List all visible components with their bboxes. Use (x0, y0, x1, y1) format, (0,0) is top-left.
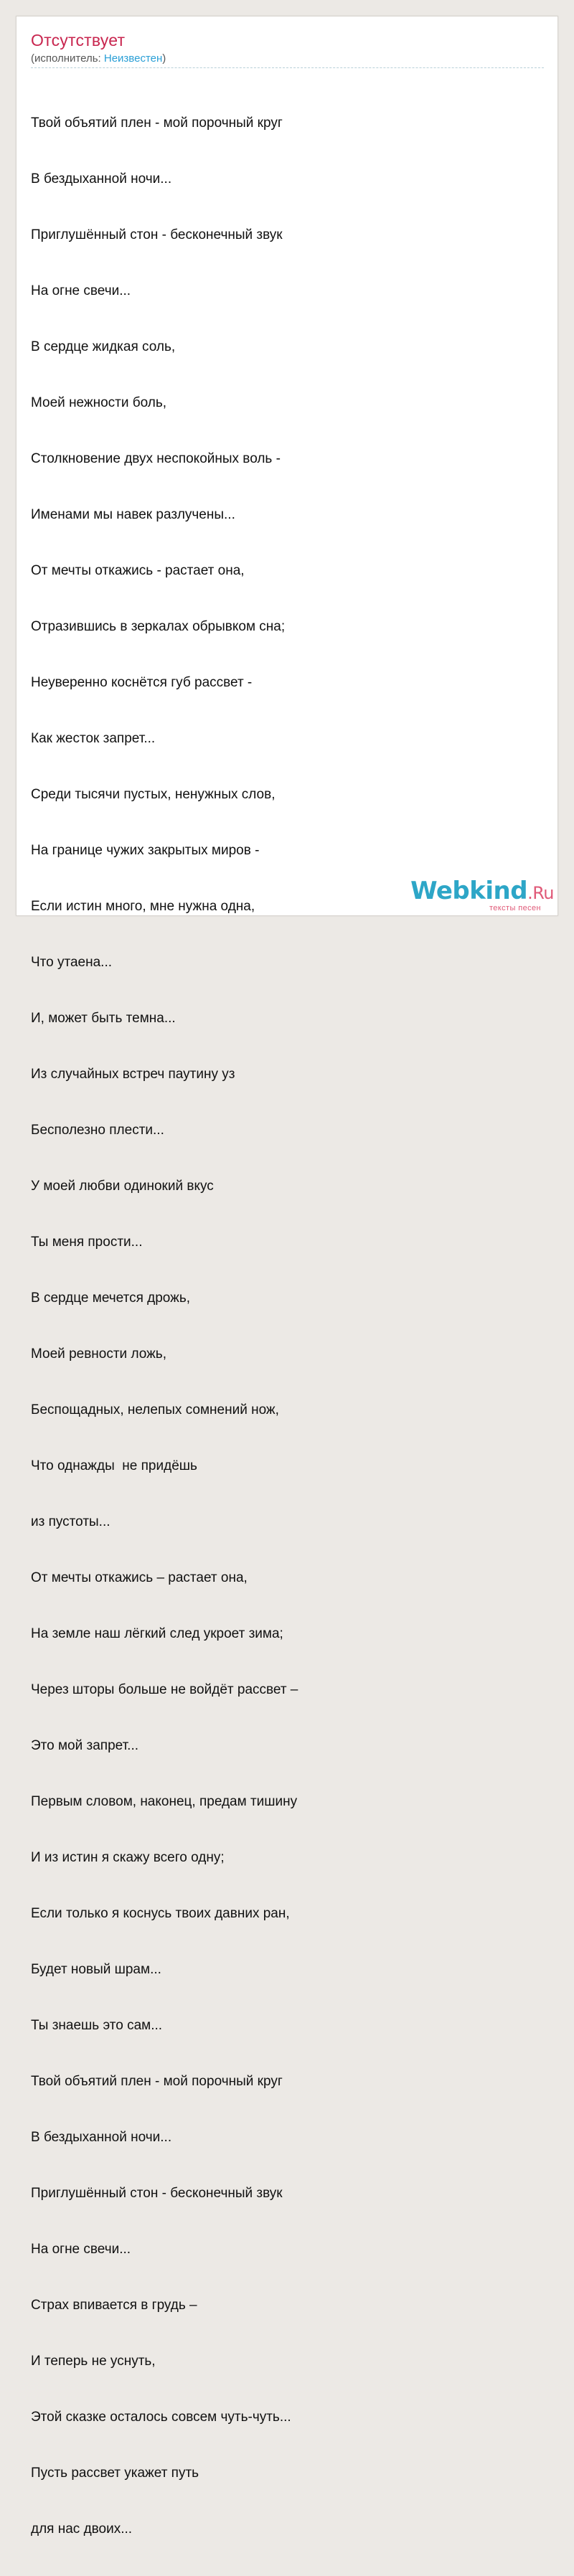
lyric-line: Ты меня прости... (31, 1235, 143, 1250)
song-title: Отсутствует (31, 31, 126, 49)
lyric-line: Бесполезно плести... (31, 1123, 164, 1138)
lyric-line: И из истин я скажу всего одну; (31, 1850, 225, 1865)
logo-tagline: тексты песен (489, 904, 541, 912)
lyric-line: Именами мы навек разлучены... (31, 507, 235, 522)
lyric-line: Если только я коснусь твоих давних ран, (31, 1906, 290, 1921)
artist-link[interactable]: Неизвестен (103, 52, 163, 65)
lyric-line: Это мой запрет... (31, 1738, 139, 1753)
webkind-logo[interactable] (410, 878, 554, 914)
lyric-line: У моей любви одинокий вкус (31, 1179, 214, 1194)
lyric-line: И, может быть темна... (31, 1011, 176, 1026)
lyric-line: В бездыханной ночи... (31, 171, 172, 187)
lyric-line: Что однажды не придёшь (31, 1458, 197, 1473)
logo-wordmark (410, 878, 554, 906)
artist-suffix: ) (162, 52, 166, 65)
lyric-line: Моей нежности боль, (31, 395, 167, 410)
lyric-line: Из случайных встреч паутину уз (31, 1067, 235, 1082)
lyric-line: На границе чужих закрытых миров - (31, 843, 260, 858)
lyric-line: Неуверенно коснётся губ рассвет - (31, 675, 253, 690)
lyric-line: На земле наш лёгкий след укроет зима; (31, 1626, 283, 1641)
lyric-line: От мечты откажись – растает она, (31, 1570, 248, 1585)
lyric-line: для нас двоих... (31, 2521, 133, 2537)
lyric-line: Страх впивается в грудь – (31, 2298, 197, 2313)
lyric-line: Если истин много, мне нужна одна, (31, 899, 255, 914)
lyric-line: Пусть рассвет укажет путь (31, 2466, 199, 2481)
lyrics-card (16, 16, 558, 2537)
lyric-line: И теперь не уснуть, (31, 2354, 156, 2369)
lyric-line: В бездыханной ночи... (31, 2130, 172, 2145)
lyric-line: Твой объятий плен - мой порочный круг (31, 115, 283, 131)
lyric-line: Приглушённый стон - бесконечный звук (31, 2186, 283, 2201)
lyric-line: Твой объятий плен - мой порочный круг (31, 2074, 283, 2089)
dashed-divider (31, 67, 544, 68)
lyric-line: Столкновение двух неспокойных воль - (31, 451, 281, 466)
lyric-line: Отразившись в зеркалах обрывком сна; (31, 619, 286, 634)
logo-main-text: Webkind (410, 877, 528, 905)
artist-line (31, 52, 166, 65)
logo-suffix-text: .Ru (527, 883, 554, 903)
lyric-line: Что утаена... (31, 955, 113, 970)
lyric-line: На огне свечи... (31, 283, 131, 298)
lyric-line: Будет новый шрам... (31, 1962, 161, 1977)
lyric-line: Через шторы больше не войдёт рассвет – (31, 1682, 298, 1697)
lyric-line: Ты знаешь это сам... (31, 2018, 163, 2033)
lyric-line: Первым словом, наконец, предам тишину (31, 1794, 298, 1809)
lyric-line: Как жесток запрет... (31, 731, 156, 746)
lyric-line: На огне свечи... (31, 2242, 131, 2257)
artist-prefix: (исполнитель: (31, 52, 104, 65)
lyrics-text (31, 77, 533, 2576)
lyric-line: Моей ревности ложь, (31, 1346, 166, 1362)
lyric-line: Приглушённый стон - бесконечный звук (31, 227, 283, 242)
lyric-line: В сердце жидкая соль, (31, 339, 176, 354)
lyric-line: От мечты откажись - растает она, (31, 563, 245, 578)
lyric-line: из пустоты... (31, 1514, 110, 1529)
lyric-line: Беспощадных, нелепых сомнений нож, (31, 1402, 279, 1417)
lyric-line: Этой сказке осталось совсем чуть-чуть... (31, 2410, 291, 2425)
lyric-line: Среди тысячи пустых, ненужных слов, (31, 787, 276, 802)
lyric-line: В сердце мечется дрожь, (31, 1291, 191, 1306)
